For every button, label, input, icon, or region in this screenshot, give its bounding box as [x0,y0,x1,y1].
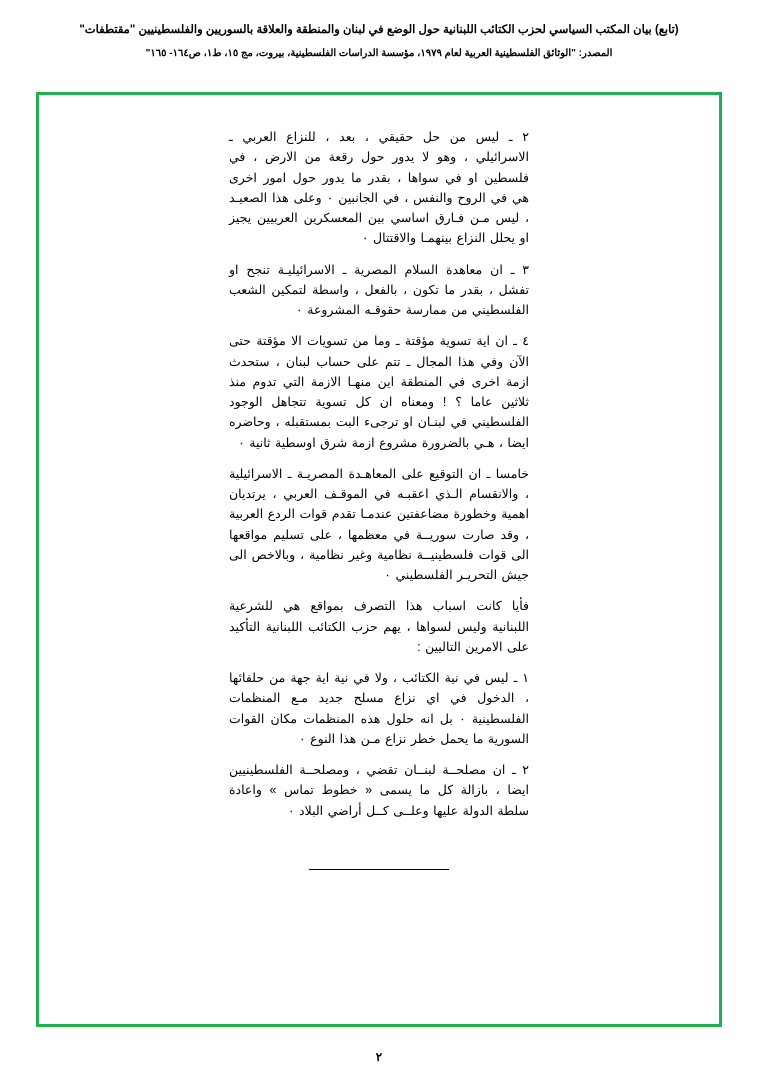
text-column [229,127,529,870]
paragraph: ١ ـ ليس في نية الكتائب ، ولا في نية اية جهة من حلفائها ، الدخول في اي نزاع مسلح جديد مـع المنظمات الفلسطينية ٠ بل انه حلول هذه المنظمات مكان القوات السورية ما يحمل خطر نزاع مـن هذا النوع ٠ [229,671,529,746]
paragraph: ٤ ـ ان اية تسوية مؤقتة ـ وما من تسويات الا مؤقتة حتى الآن وفي هذا المجال ـ تتم على حساب لبنان ، ستحدث ازمة اخرى في المنطقة اين منهـا الازمة التي تدوم منذ ثلاثين عاما ؟ ! ومعناه ان كل تسوية تتجاهل الوجود الفلسطيني في لبنـان او ترجىء البت بمستقبله ، وحاضره ايضا ، هـي بالضرورة مشروع ازمة شرق اوسطية ثانية ٠ [229,334,529,450]
page-header [0,0,758,62]
paragraph: خامسا ـ ان التوقيع على المعاهـدة المصريـة ـ الاسرائيلية ، والانقسام الـذي اعقبـه في الموقـف العربي ، يرتديان اهمية وخطورة مضاعفتين عندمـا تقدم قوات الردع العربية ، وقد صارت سوريــة في معظمها ، على تسليم مواقعها الى قوات فلسطينيــة نظامية وغير نظامية ، وبالاخص الى جيش التحريـر الفلسطيني ٠ [229,466,529,582]
horizontal-rule [309,869,449,870]
paragraph: ٢ ـ ليس من حل حقيقي ، بعد ، للنزاع العربي ـ الاسرائيلي ، وهو لا يدور حول رقعة من الارض ، في فلسطين او في سواها ، بقدر ما يدور حول امور اخرى هي في الروح والنفس ، في الجانبين ٠ وعلى هذا الصعيـد ، ليس مـن فـارق اساسي بين المعسكرين العربيين يجيز او يحلل النزاع بينهمـا والاقتتال ٠ [229,130,529,246]
source-line: المصدر: "الوثائق الفلسطينية العربية لعام ١٩٧٩، مؤسسة الدراسات الفلسطينية، بيروت، مج ١٥، ط١، ص١٦٤- ١٦٥" [145,48,613,60]
page-title: (تابع) بيان المكتب السياسي لحزب الكتائب اللبنانية حول الوضع في لبنان والمنطقة والعلاقة بالسوريين والفلسطينيين "مقتطفات" [79,24,679,36]
paragraph: ٢ ـ ان مصلحــة لبنــان تقضي ، ومصلحــة الفلسطينيين ايضا ، بازالة كل ما يسمى « خطوط تماس » واعادة سلطة الدولة عليها وعلــى كــل أراضي البلاد ٠ [229,763,529,818]
paragraph: ٣ ـ ان معاهدة السلام المصرية ـ الاسرائيليـة تنجح او تفشل ، بقدر ما تكون ، بالفعل ، واسطة لتمكين الشعب الفلسطيني من ممارسة حقوقـه المشروعة ٠ [229,262,529,317]
page-number: ٢ [375,1050,383,1064]
document-body [39,95,719,1024]
paragraph: فأيا كانت اسباب هذا التصرف بمواقع هي للشرعية اللبنانية وليس لسواها ، يهم حزب الكتائب اللبنانية التأكيد على الامرين التاليين : [229,599,529,654]
green-border-frame [36,92,722,1027]
